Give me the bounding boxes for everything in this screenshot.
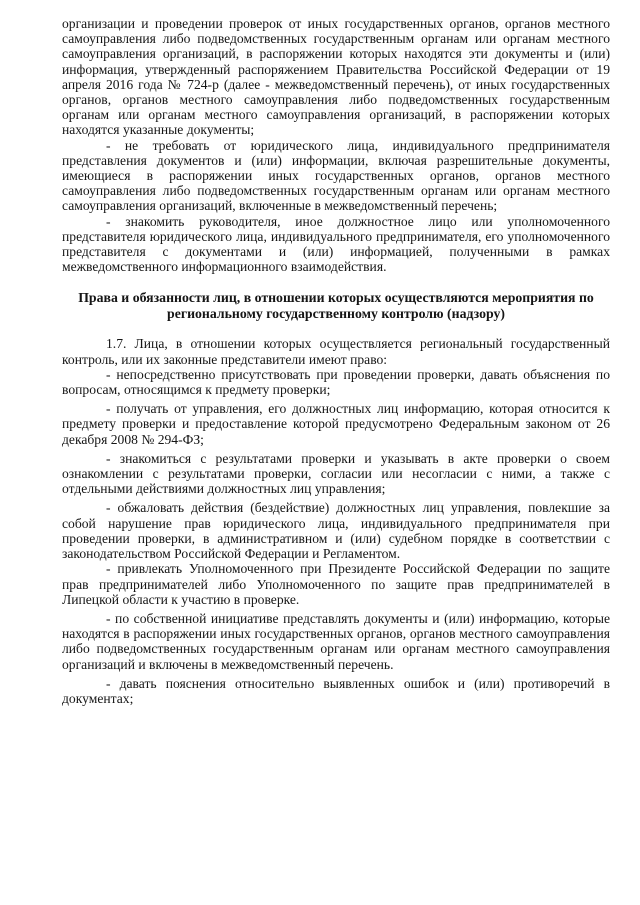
- section-heading: Права и обязанности лиц, в отношении которых осуществляются мероприятия по региональному государственному контролю (надзору): [78, 290, 594, 322]
- paragraph-right-own-initiative: - по собственной инициативе представлять документы и (или) информацию, которые находятся в распоряжении иных государственных органов, органов местного самоуправления либо подведомственных государственным органам или органам местного самоуправления организаций и включены в межведомственный перечень.: [62, 610, 610, 672]
- paragraph-right-information: - получать от управления, его должностных лиц информацию, которая относится к предмету проверки и предоставление которой предусмотрено Федеральным законом от 26 декабря 2008 № 294-ФЗ;: [62, 401, 610, 447]
- paragraph-familiarize: - знакомить руководителя, иное должностное лицо или уполномоченного представителя юридического лица, индивидуального предпринимателя, его уполномоченного представителя с документами и (или) информацией, полученными в рамках межведомственного информационного взаимодействия.: [62, 213, 610, 275]
- paragraph-right-appeal: - обжаловать действия (бездействие) должностных лиц управления, повлекшие за собой нарушение прав юридического лица, индивидуального предпринимателя при проведении проверки, в административном и (или) судебном порядке в соответствии с законодательством Российской Федерации и Регламентом.: [62, 500, 610, 562]
- paragraph-continuation: организации и проведении проверок от иных государственных органов, органов местного самоуправления либо подведомственных государственным органам или органам местного самоуправления организаций, в распоряжении которых находятся эти документы и (или) информация, утвержденный распоряжением Правительства Российской Федерации от 19 апреля 2016 года № 724-р (далее - межведомственный перечень), от иных государственных органов, органов местного самоуправления либо подведомственных государственным органам или органам местного самоуправления организаций, в распоряжении которых находятся указанные документы;: [62, 16, 610, 138]
- paragraph-1-7: 1.7. Лица, в отношении которых осуществляется региональный государственный контроль, или их законные представители имеют право:: [62, 336, 610, 367]
- paragraph-no-require-documents: - не требовать от юридического лица, индивидуального предпринимателя представления документов и (или) информации, включая разрешительные документы, имеющиеся в распоряжении иных государственных органов, органов местного самоуправления либо подведомственных государственным органам или органам местного самоуправления организаций, включенные в межведомственный перечень;: [62, 137, 610, 214]
- paragraph-right-explanations: - давать пояснения относительно выявленных ошибок и (или) противоречий в документах;: [62, 675, 610, 706]
- paragraph-right-attend: - непосредственно присутствовать при проведении проверки, давать объяснения по вопросам, относящимся к предмету проверки;: [62, 366, 610, 398]
- paragraph-right-results: - знакомиться с результатами проверки и указывать в акте проверки о своем ознакомлении с результатами проверки, согласии или несогласии с ними, а также с отдельными действиями должностных лиц управления;: [62, 450, 610, 497]
- paragraph-right-ombudsman: - привлекать Уполномоченного при Президенте Российской Федерации по защите прав предпринимателей либо Уполномоченного по защите прав предпринимателей в Липецкой области к участию в проверке.: [62, 561, 610, 607]
